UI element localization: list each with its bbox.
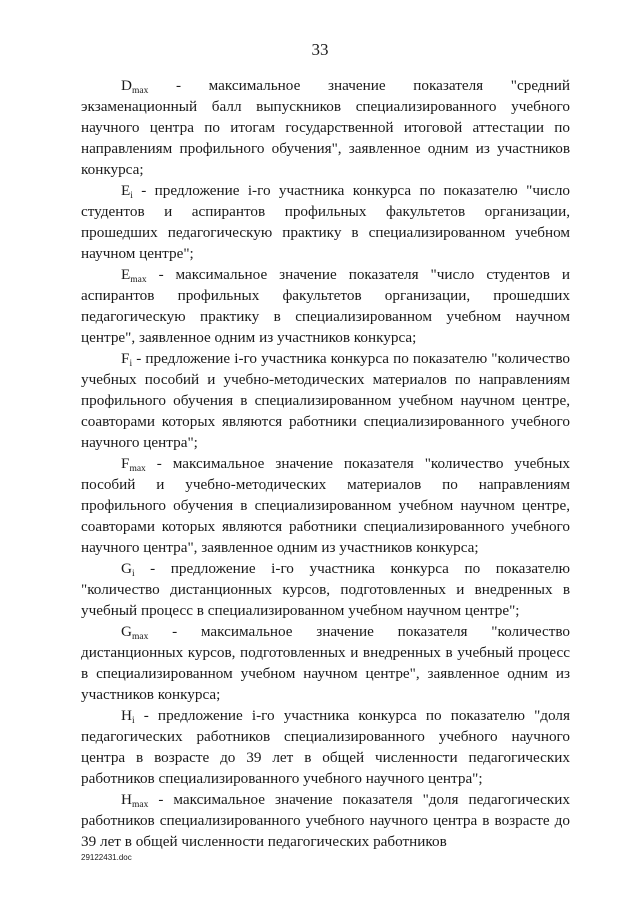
symbol: F (121, 455, 130, 472)
definition-text: - предложение i-го участника конкурса по показателю "доля педагогических работников специализированного учебного научного центра в возрасте до 39 лет в общей численности педагогических работников специализированного учебного научного центра"; (81, 707, 570, 787)
document-body (81, 75, 570, 852)
definition-text: - предложение i-го участника конкурса по показателю "количество учебных пособий и учебно-методических материалов по направлениям профильного обучения в специализированном учебном научном центре, соавторами которых являются работники специализированного учебного научного центра"; (81, 350, 570, 451)
definition-text: - предложение i-го участника конкурса по показателю "число студентов и аспирантов профильных факультетов организации, прошедших педагогическую практику в специализированном учебном научном центре"; (81, 182, 570, 262)
subscript: i (130, 191, 133, 201)
definition-f-max (81, 453, 570, 558)
definition-h-i (81, 705, 570, 789)
symbol: F (121, 350, 130, 367)
definition-text: - предложение i-го участника конкурса по показателю "количество дистанционных курсов, подготовленных и внедренных в учебный процесс в специализированном учебном научном центре"; (81, 560, 570, 619)
subscript: max (129, 464, 146, 474)
subscript: i (131, 569, 135, 579)
symbol: D (121, 77, 132, 94)
symbol: E (121, 266, 131, 283)
symbol: E (121, 182, 131, 199)
subscript: max (130, 275, 147, 285)
definition-text: - максимальное значение показателя "количество дистанционных курсов, подготовленных и внедренных в учебный процесс в специализированном учебном научном центре", заявленное одним из участников конкурса; (81, 623, 570, 703)
subscript: i (129, 359, 133, 369)
definition-d-max (81, 75, 570, 180)
page-number: 33 (311, 40, 329, 59)
subscript: max (131, 86, 149, 96)
footer-filename: 29122431.doc (81, 853, 132, 862)
subscript: max (131, 632, 149, 642)
definition-text: - максимальное значение показателя "число студентов и аспирантов профильных факультетов организации, прошедших педагогическую практику в специализированном учебном научном центре", заявленное одним из участников конкурса; (81, 266, 570, 346)
definition-e-max (81, 264, 570, 348)
symbol: H (121, 707, 132, 724)
definition-g-max (81, 621, 570, 705)
definition-text: - максимальное значение показателя "количество учебных пособий и учебно-методических материалов по направлениям профильного обучения в специализированном учебном научном центре, соавторами которых являются работники специализированного учебного научного центра", заявленное одним из участников конкурса; (81, 455, 570, 556)
definition-text: - максимальное значение показателя "средний экзаменационный балл выпускников специализированного учебного научного центра по итогам государственной итоговой аттестации по направлениям профильного обучения", заявленное одним из участников конкурса; (81, 77, 570, 178)
subscript: i (131, 716, 135, 726)
symbol: H (121, 791, 132, 808)
definition-g-i (81, 558, 570, 621)
definition-h-max (81, 789, 570, 852)
subscript: max (131, 800, 149, 810)
symbol: G (121, 623, 132, 640)
definition-text: - максимальное значение показателя "доля педагогических работников специализированного учебного научного центра в возрасте до 39 лет в общей численности педагогических работников (81, 791, 570, 850)
definition-f-i (81, 348, 570, 453)
symbol: G (121, 560, 132, 577)
definition-e-i (81, 180, 570, 264)
